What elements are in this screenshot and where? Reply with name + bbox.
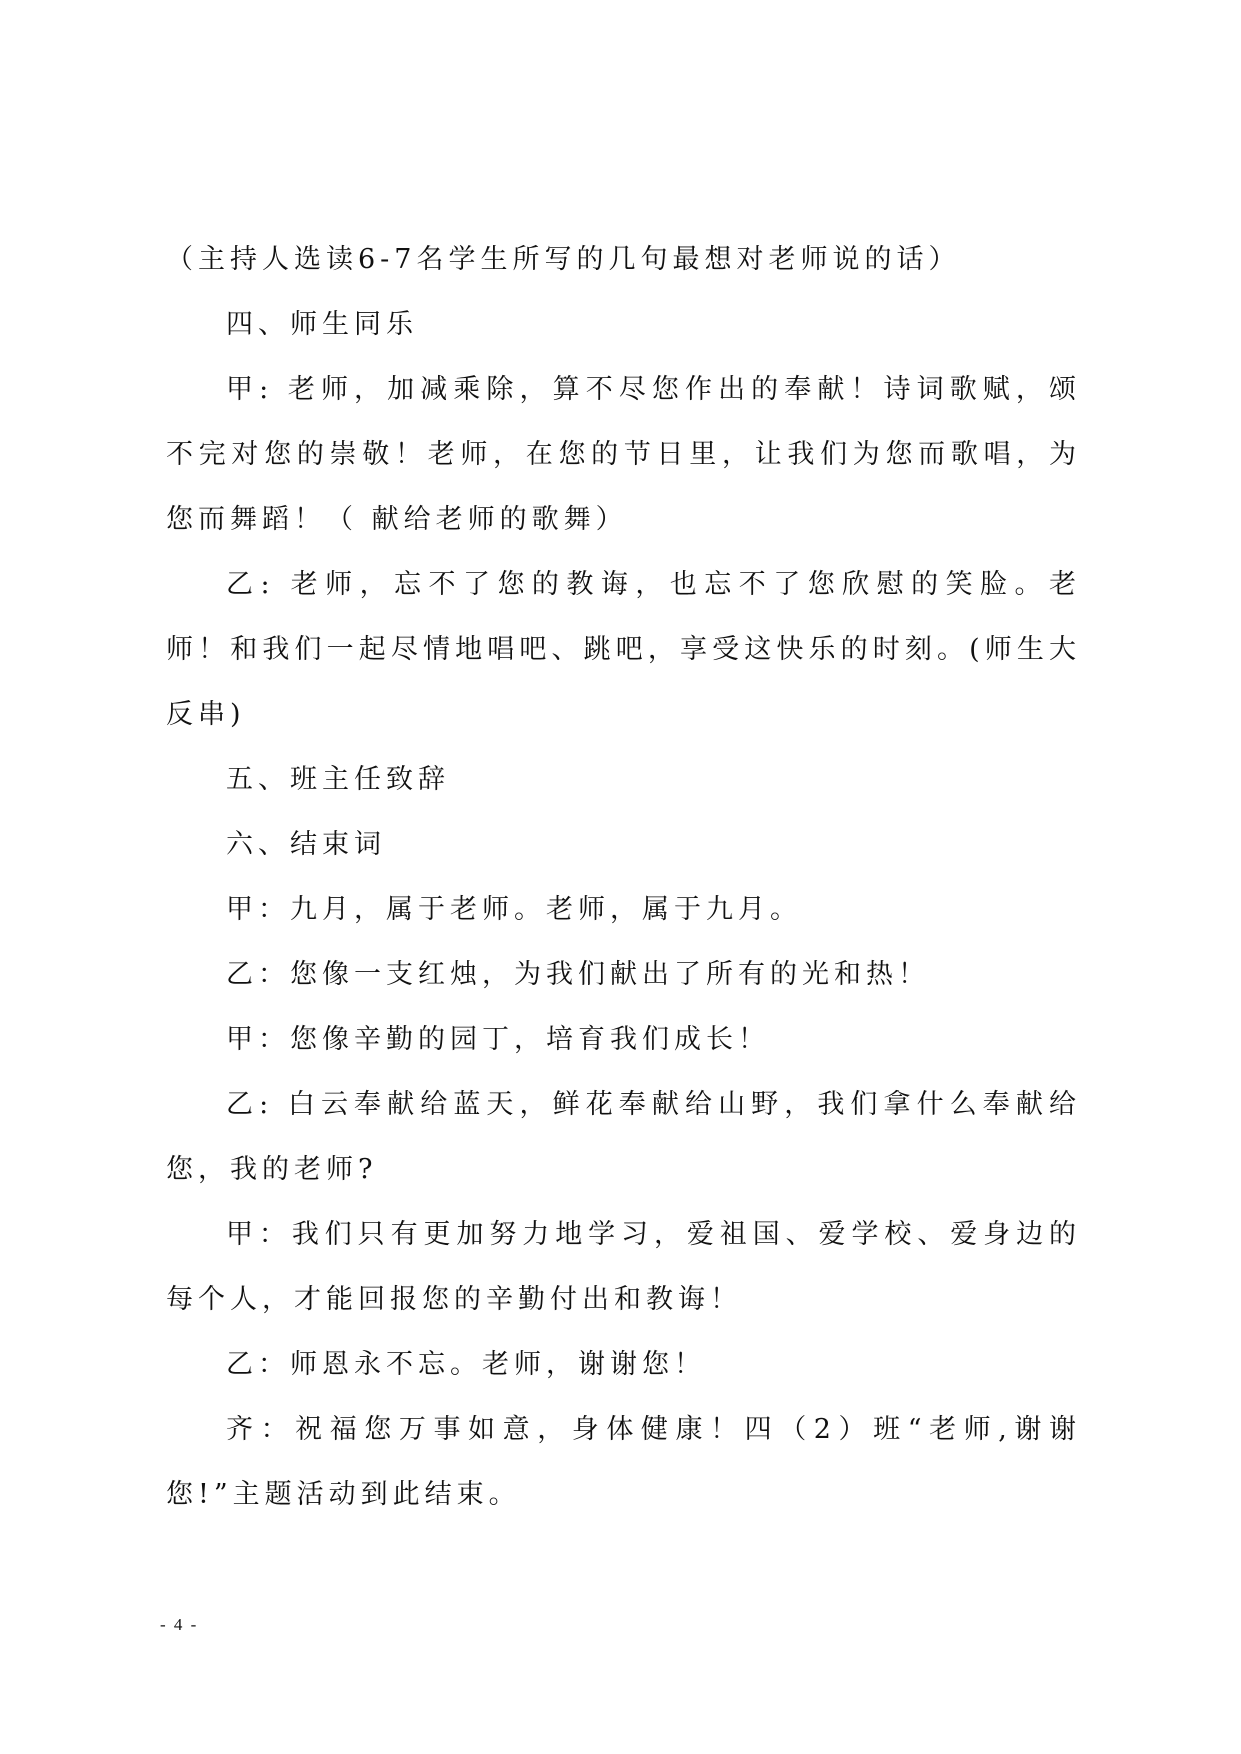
section-heading-teacher-student-fun: 四、师生同乐 [226, 309, 418, 340]
paragraph-host-b-thanks: 乙：师恩永不忘。老师，谢谢您！ [226, 1349, 706, 1380]
paragraph-all-blessing: 齐：祝福您万事如意，身体健康！四（2）班“老师,谢谢您!”主题活动到此结束。 [166, 1414, 1081, 1510]
section-heading-closing-words: 六、结束词 [226, 829, 386, 860]
document-body [166, 227, 1081, 1527]
paragraph-host-b-candle: 乙：您像一支红烛，为我们献出了所有的光和热！ [226, 959, 930, 990]
paragraph-host-a-study: 甲：我们只有更加努力地学习，爱祖国、爱学校、爱身边的每个人，才能回报您的辛勤付出和教诲！ [166, 1219, 1081, 1315]
paragraph-host-note: （主持人选读6-7名学生所写的几句最想对老师说的话） [166, 244, 961, 275]
section-heading-head-teacher-speech: 五、班主任致辞 [226, 764, 450, 795]
paragraph-host-b-invitation: 乙: 老师，忘不了您的教诲，也忘不了您欣慰的笑脸。老师！和我们一起尽情地唱吧、跳吧，享受这快乐的时刻。(师生大反串) [166, 569, 1081, 730]
paragraph-host-a-gardener: 甲：您像辛勤的园丁，培育我们成长！ [226, 1024, 770, 1055]
page-number: - 4 - [160, 1615, 199, 1634]
paragraph-host-b-clouds: 乙: 白云奉献给蓝天，鲜花奉献给山野，我们拿什么奉献给您，我的老师? [166, 1089, 1081, 1185]
paragraph-host-a-september: 甲：九月，属于老师。老师，属于九月。 [226, 894, 802, 925]
paragraph-host-a-dedication: 甲: 老师，加减乘除，算不尽您作出的奉献！诗词歌赋，颂不完对您的崇敬！老师，在您的节日里，让我们为您而歌唱，为您而舞蹈！（ 献给老师的歌舞） [166, 374, 1081, 535]
